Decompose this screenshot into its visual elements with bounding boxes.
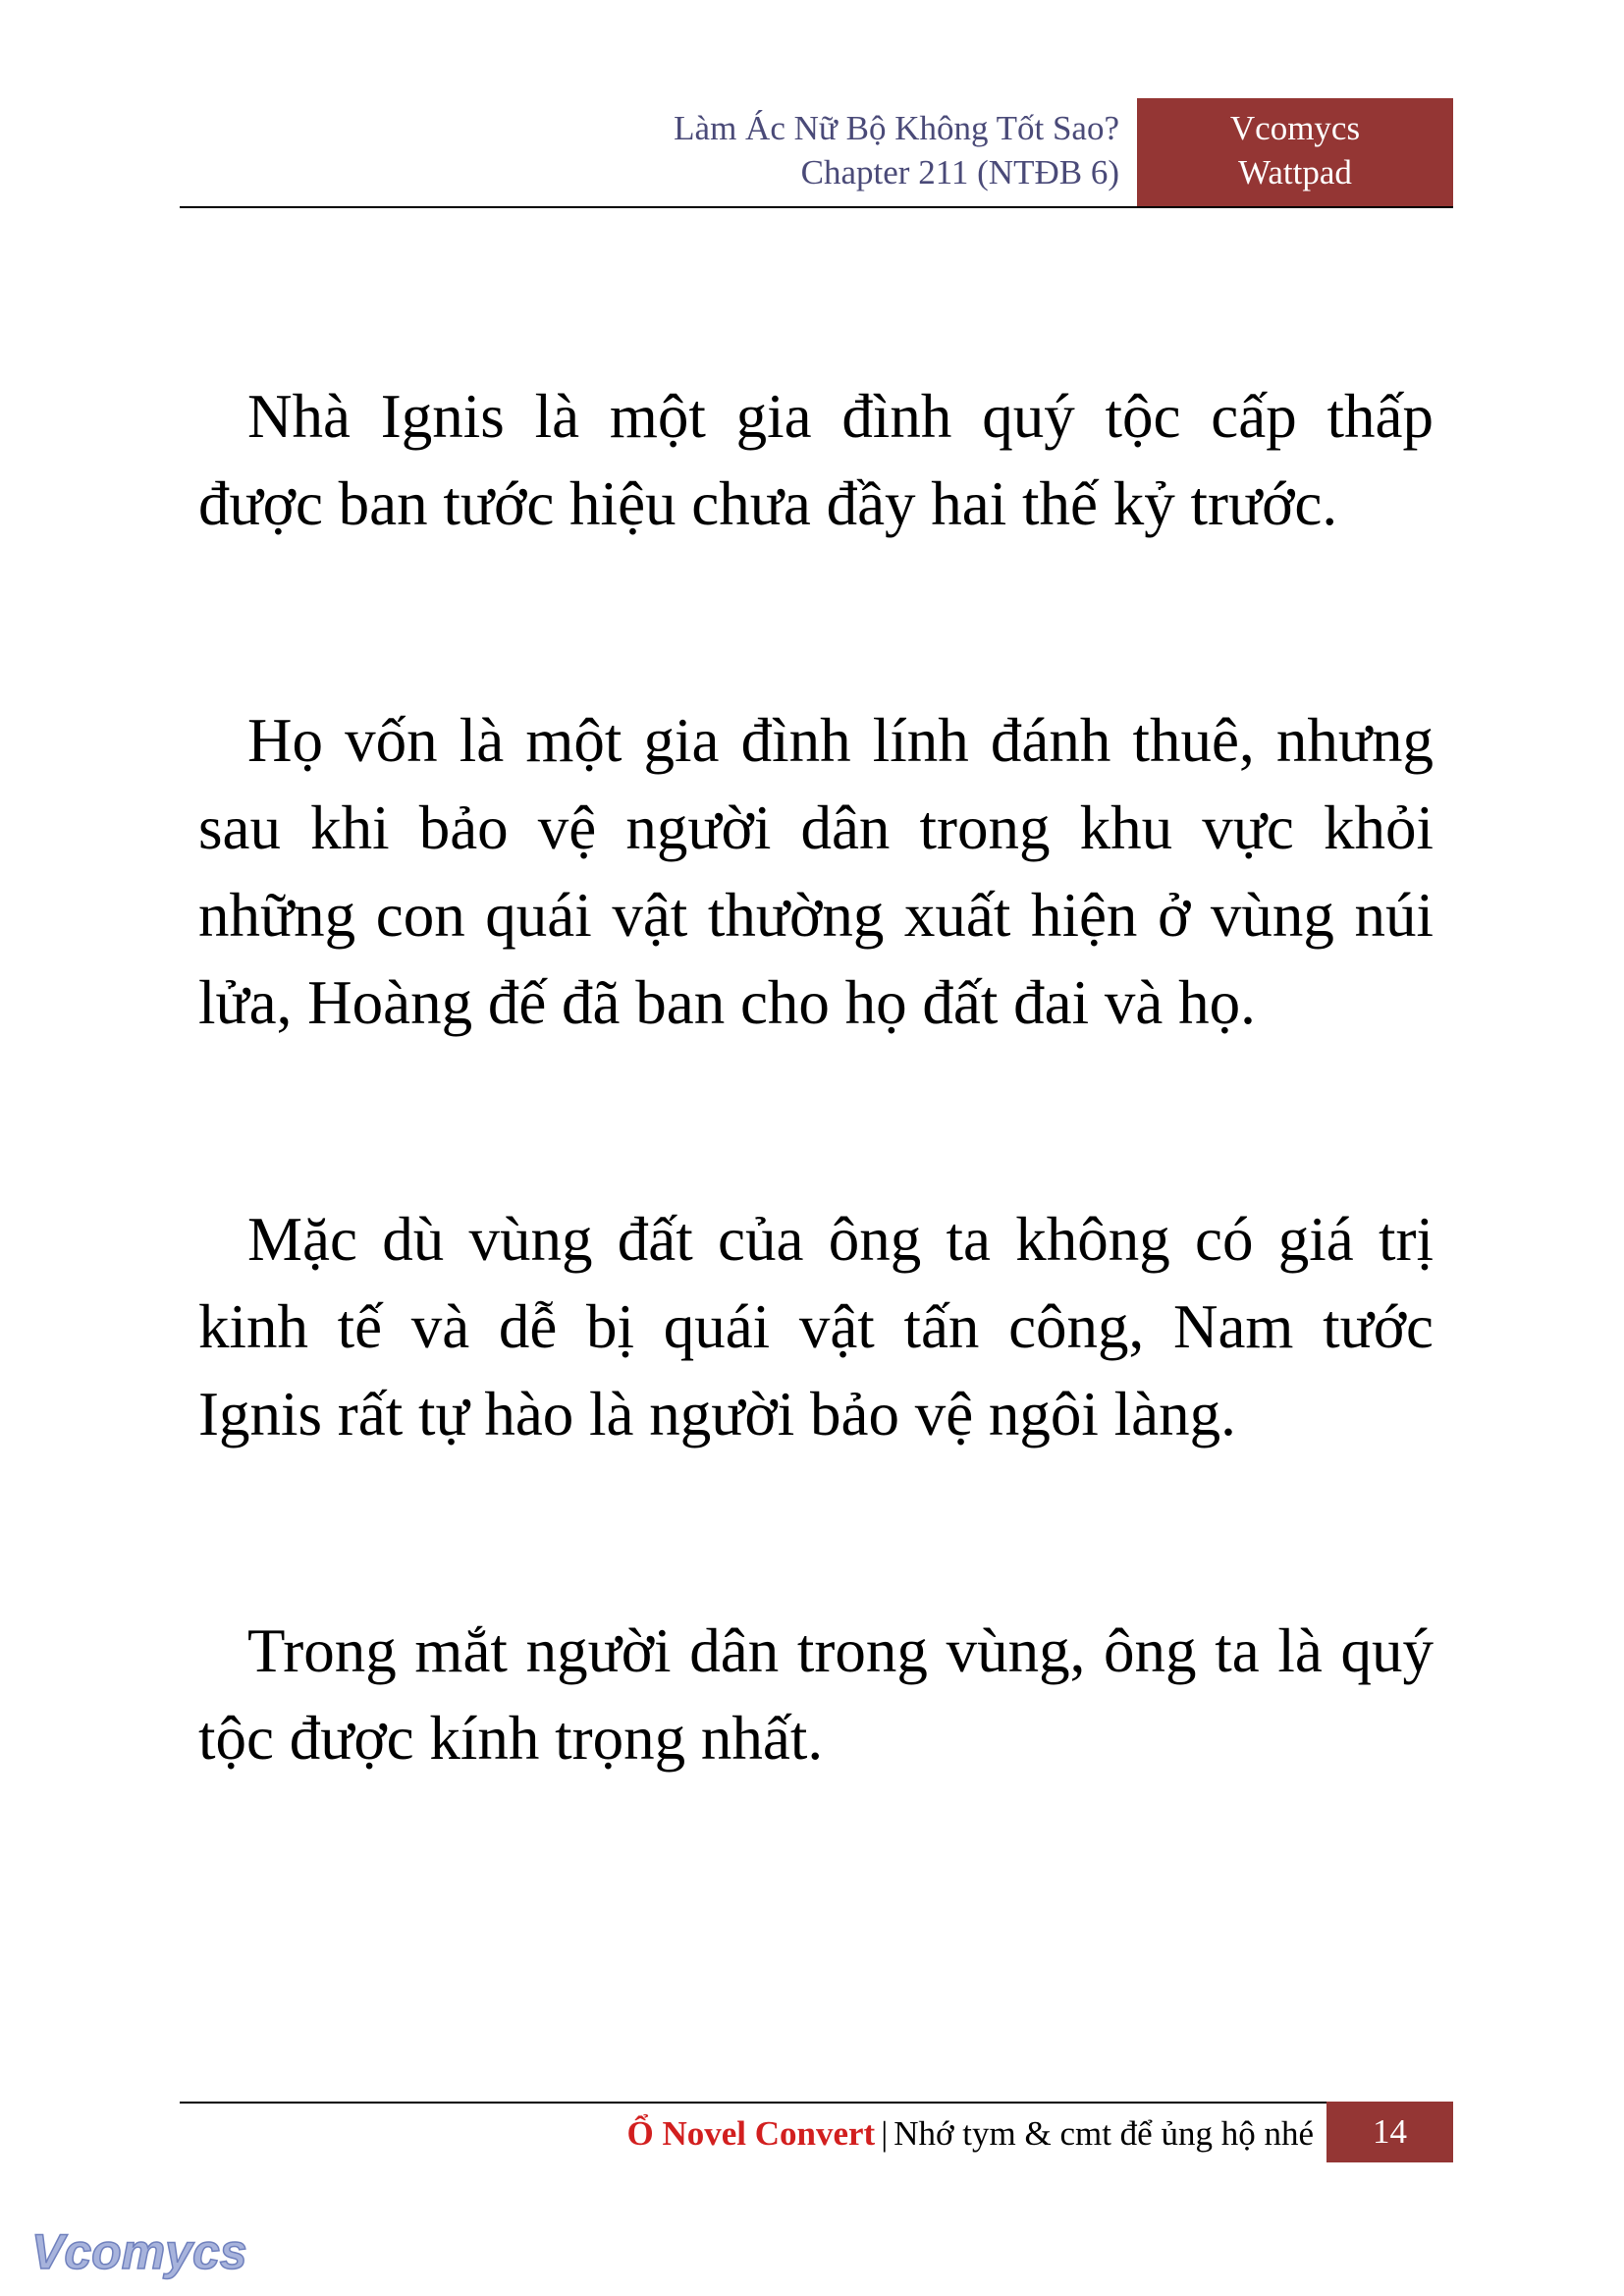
page-header: [180, 98, 1453, 207]
header-title-block: [674, 106, 1119, 194]
paragraph: Trong mắt người dân trong vùng, ông ta là quý tộc được kính trọng nhất.: [198, 1616, 1434, 1773]
page-footer: [180, 2102, 1453, 2162]
watermark-text: Vcomycs: [31, 2224, 247, 2279]
header-divider: [180, 206, 1453, 208]
publisher-badge: [1137, 98, 1453, 207]
chapter-body: [198, 373, 1434, 1932]
vcomycs-watermark-logo: [27, 2223, 253, 2282]
footer-note: Nhớ tym & cmt để ủng hộ nhé: [893, 2114, 1314, 2153]
page-number: 14: [1326, 2102, 1453, 2162]
publisher-name: Vcomycs: [1229, 109, 1361, 147]
paragraph: Nhà Ignis là một gia đình quý tộc cấp thấp được ban tước hiệu chưa đầy hai thế kỷ trước.: [198, 382, 1434, 538]
paragraph: Họ vốn là một gia đình lính đánh thuê, nhưng sau khi bảo vệ người dân trong khu vực khỏi những con quái vật thường xuất hiện ở vùng núi lửa, Hoàng đế đã ban cho họ đất đai và họ.: [198, 706, 1434, 1037]
footer-credit: [626, 2111, 1314, 2156]
footer-divider: [180, 2102, 1453, 2104]
footer-separator: |: [881, 2114, 889, 2153]
publisher-platform: Wattpad: [1238, 153, 1352, 191]
book-title: Làm Ác Nữ Bộ Không Tốt Sao?: [674, 109, 1119, 147]
chapter-label: Chapter 211 (NTĐB 6): [800, 153, 1119, 191]
paragraph: Mặc dù vùng đất của ông ta không có giá trị kinh tế và dễ bị quái vật tấn công, Nam tước Ignis rất tự hào là người bảo vệ ngôi làng.: [198, 1205, 1434, 1449]
footer-brand: Ổ Novel Convert: [626, 2114, 876, 2153]
